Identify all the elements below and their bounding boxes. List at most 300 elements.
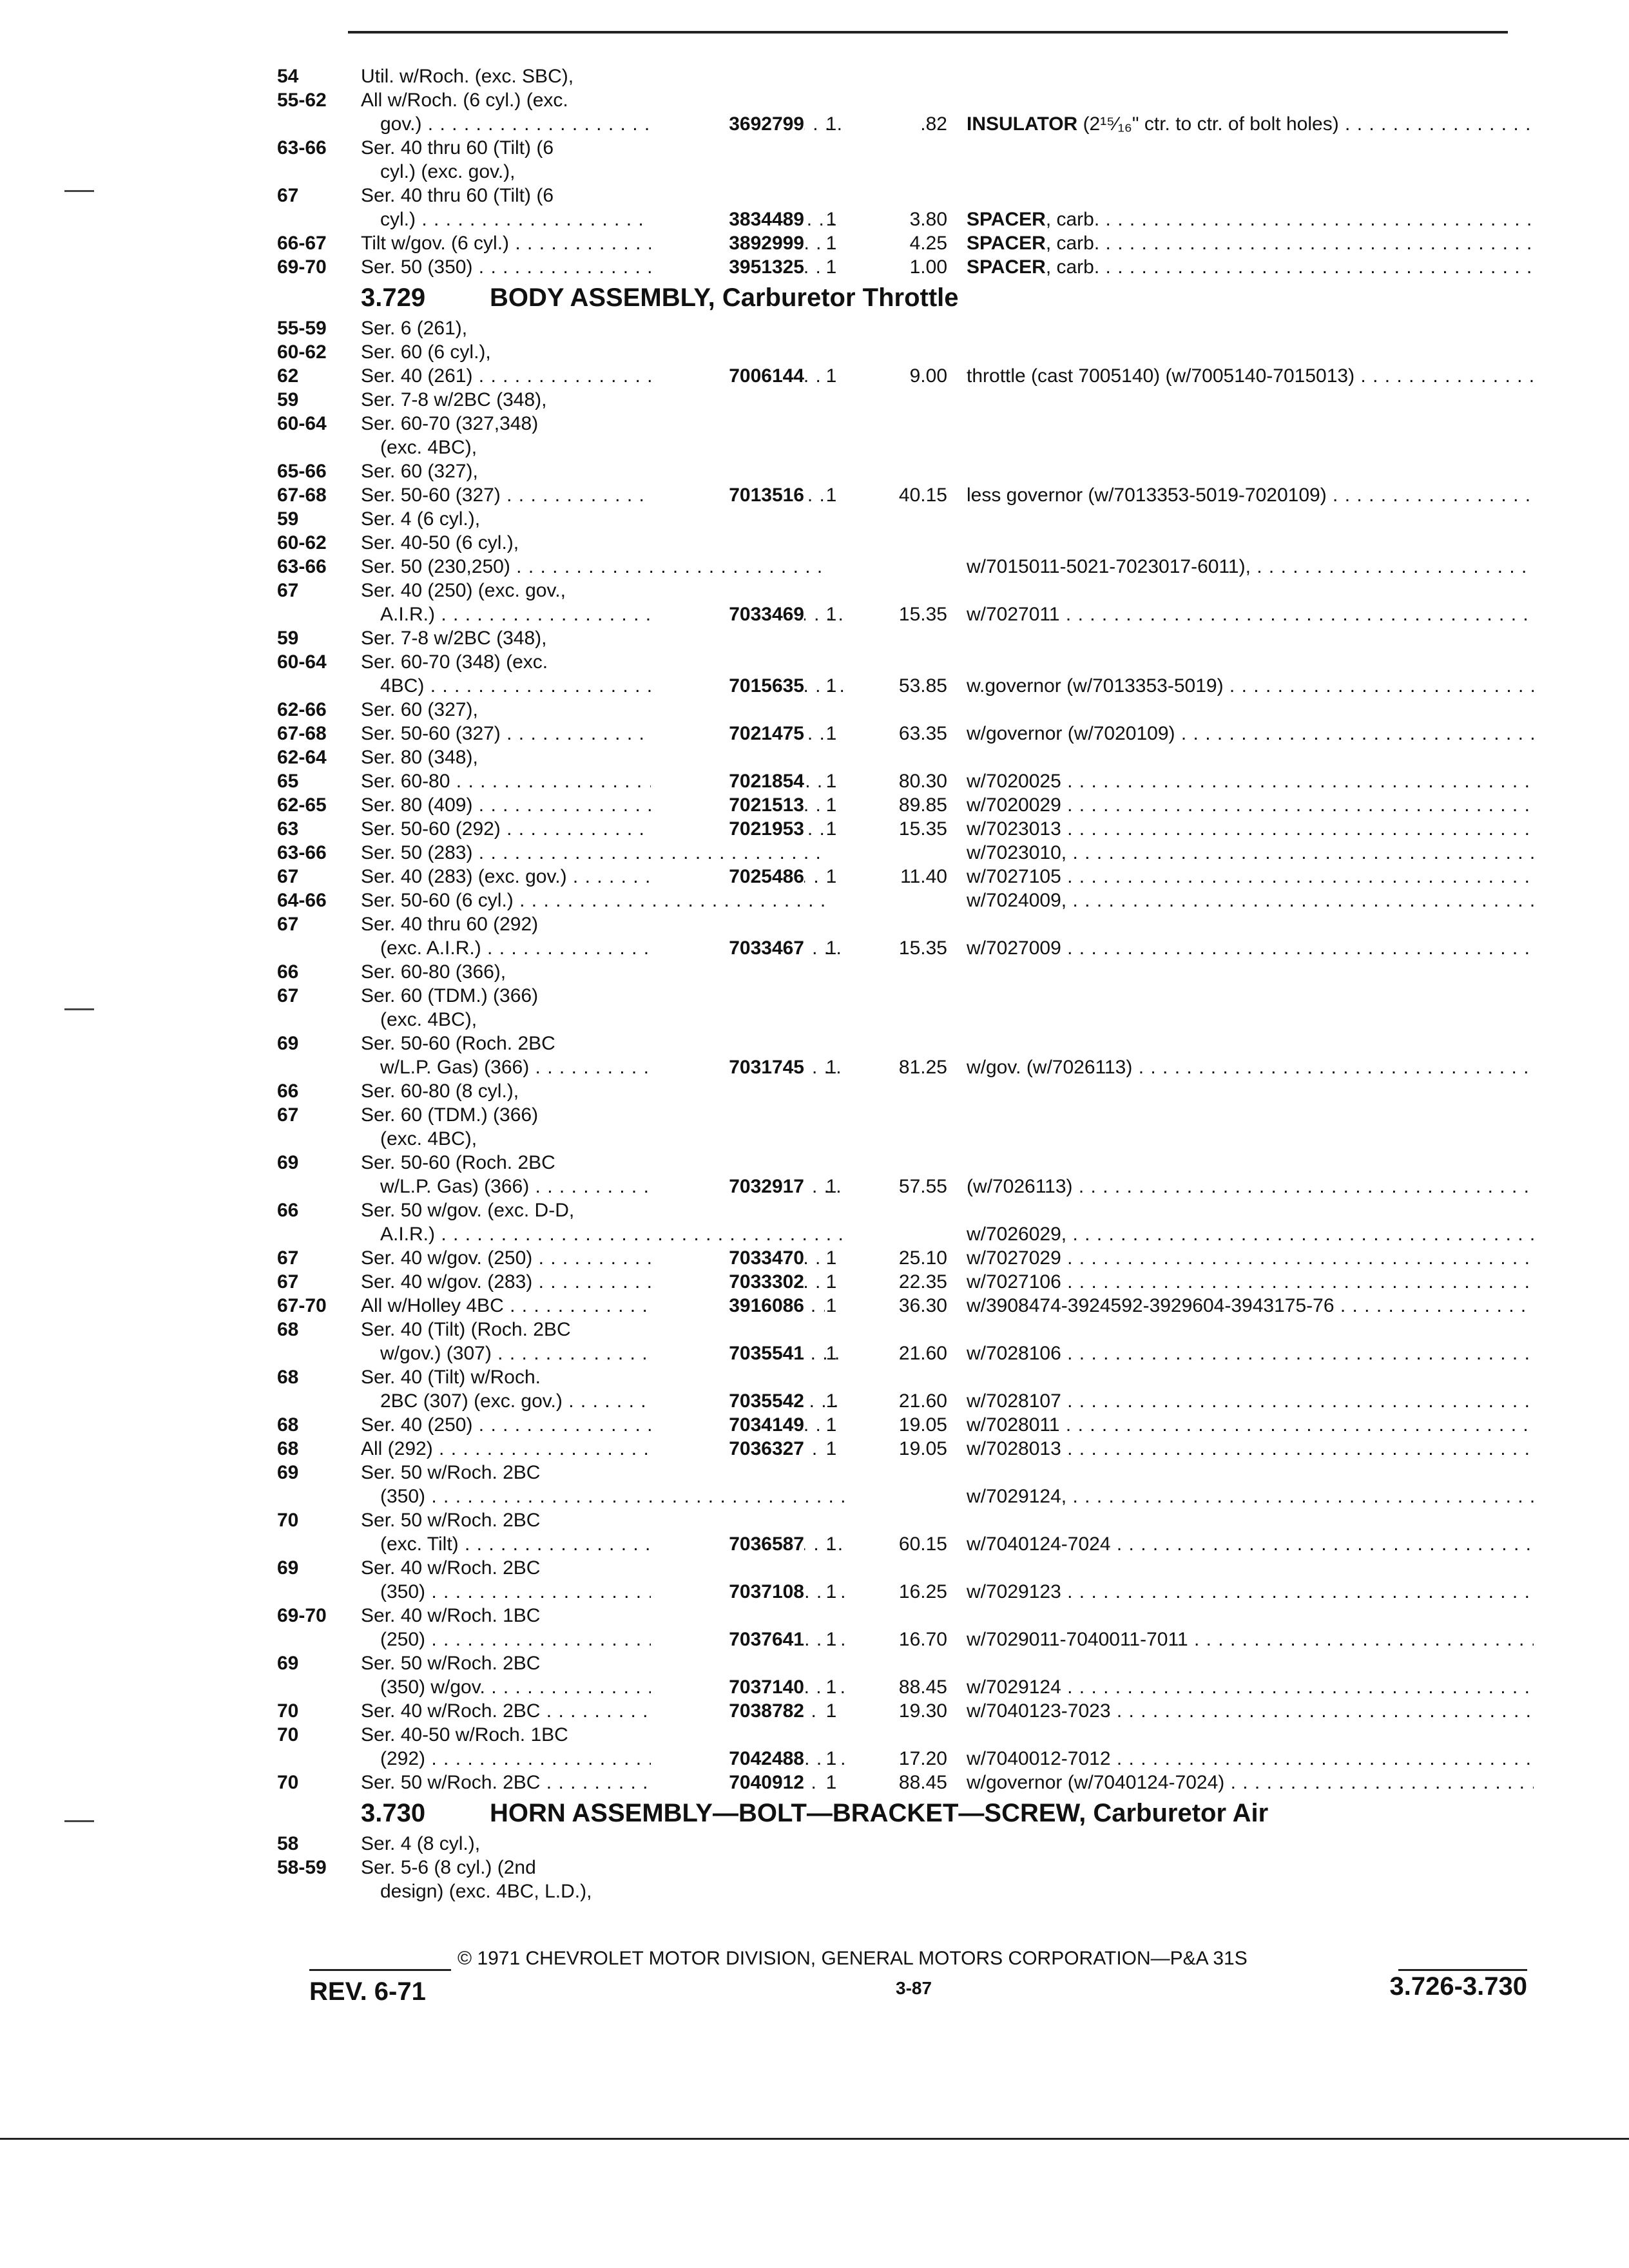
application: Ser. 40 thru 60 (Tilt) (6: [361, 137, 554, 159]
application: Ser. 50 w/Roch. 2BC: [361, 1653, 541, 1674]
application: All w/Holley 4BC . . .: [361, 1294, 825, 1318]
catalog-row: [277, 1270, 1534, 1294]
description: w/7029011-7040011-7011 . . .: [967, 1628, 1534, 1651]
application: (exc. 4BC),: [380, 1009, 477, 1030]
part-number: 7035541: [651, 1341, 804, 1365]
section-heading: [277, 279, 1534, 316]
catalog-row: [277, 793, 1534, 817]
application: Ser. 40 w/Roch. 1BC: [361, 1605, 541, 1626]
application: w/L.P. Gas) (366) . . .: [380, 1055, 844, 1079]
application: Ser. 60 (6 cyl.),: [361, 341, 491, 363]
catalog-row: [277, 1508, 1534, 1532]
price: 11.40: [900, 866, 947, 887]
application: Ser. 60 (327),: [361, 461, 478, 482]
model-years: 69: [277, 1152, 299, 1173]
catalog-row: [277, 769, 1534, 793]
part-number: 7033302: [651, 1270, 804, 1294]
application: Ser. 60 (TDM.) (366): [361, 1104, 539, 1126]
application: A.I.R.) . . .: [380, 602, 844, 626]
application: Ser. 40 (261) . . .: [361, 364, 825, 388]
model-years: 63: [277, 818, 299, 840]
catalog-row: [277, 1198, 1534, 1222]
catalog-row: [277, 1651, 1534, 1675]
application: gov.) . . .: [380, 112, 844, 136]
catalog-row: [277, 1318, 1534, 1341]
model-years: 62-64: [277, 747, 327, 768]
model-years: 62: [277, 365, 299, 387]
catalog-row: [277, 88, 1534, 112]
application: Ser. 60 (TDM.) (366): [361, 985, 539, 1006]
quantity: 1: [825, 723, 837, 744]
application: Ser. 40 (250) . . .: [361, 1413, 825, 1437]
model-years: 60-62: [277, 341, 327, 363]
catalog-row: [277, 984, 1534, 1008]
quantity: 1: [825, 1176, 837, 1197]
catalog-row: [277, 912, 1534, 936]
model-years: 67-68: [277, 723, 327, 744]
application: Ser. 6 (261),: [361, 318, 468, 339]
model-years: 66: [277, 1200, 299, 1221]
model-years: 60-62: [277, 532, 327, 553]
model-years: 65: [277, 771, 299, 792]
catalog-row: [277, 602, 1534, 626]
catalog-row: [277, 1604, 1534, 1628]
application: design) (exc. 4BC, L.D.),: [380, 1881, 592, 1902]
part-number: 3892999: [651, 231, 804, 255]
catalog-row: [277, 1294, 1534, 1318]
catalog-row: [277, 112, 1534, 136]
model-years: 63-66: [277, 556, 327, 577]
description-name: SPACER: [967, 209, 1046, 230]
model-years: 70: [277, 1700, 299, 1722]
description: w/7029124 . . .: [967, 1675, 1534, 1699]
model-years: 67-68: [277, 485, 327, 506]
description: w/7027011 . . .: [967, 602, 1534, 626]
model-years: 55-59: [277, 318, 327, 339]
description: (w/7026113) . . .: [967, 1175, 1534, 1198]
application: 2BC (307) (exc. gov.) . . .: [380, 1389, 844, 1413]
model-years: 60-64: [277, 651, 327, 673]
model-years: 62-66: [277, 699, 327, 720]
price: 21.60: [898, 1343, 947, 1364]
application: Ser. 50-60 (327) . . .: [361, 483, 825, 507]
catalog-row: [277, 507, 1534, 531]
catalog-row: [277, 1723, 1534, 1747]
price: 88.45: [898, 1772, 947, 1793]
application: Ser. 60-70 (327,348): [361, 413, 539, 434]
quantity: 1: [825, 233, 837, 254]
catalog-row: [277, 160, 1534, 184]
description: w/7023013 . . .: [967, 817, 1534, 841]
part-number: 7021513: [651, 793, 804, 817]
application: Ser. 60 (327),: [361, 699, 478, 720]
price: 1.00: [909, 256, 947, 278]
catalog-row: [277, 531, 1534, 555]
description: w/7028013 . . .: [967, 1437, 1534, 1461]
price: 22.35: [898, 1271, 947, 1293]
description: w/7020029 . . .: [967, 793, 1534, 817]
catalog-row: [277, 1856, 1534, 1879]
model-years: 54: [277, 66, 299, 87]
application: Ser. 5-6 (8 cyl.) (2nd: [361, 1857, 536, 1878]
application: Ser. 50-60 (Roch. 2BC: [361, 1033, 555, 1054]
part-number: 7025486: [651, 865, 804, 889]
application: Ser. 40 thru 60 (292): [361, 914, 539, 935]
application: Ser. 40 w/gov. (283) . . .: [361, 1270, 825, 1294]
application: Ser. 50 (350) . . .: [361, 255, 825, 279]
price: 40.15: [898, 485, 947, 506]
description: [967, 231, 1534, 255]
catalog-row: [277, 1413, 1534, 1437]
catalog-row: [277, 207, 1534, 231]
price: 3.80: [909, 209, 947, 230]
quantity: 1: [825, 937, 837, 959]
application: Ser. 40 w/gov. (250) . . .: [361, 1246, 825, 1270]
application: Ser. 50 w/gov. (exc. D-D,: [361, 1200, 575, 1221]
description: [967, 207, 1534, 231]
application: cyl.) (exc. gov.),: [380, 161, 516, 182]
catalog-row: [277, 555, 1534, 579]
catalog-row: [277, 745, 1534, 769]
application: Ser. 50-60 (Roch. 2BC: [361, 1152, 555, 1173]
application: Ser. 50 (283) . . .: [361, 841, 825, 865]
margin-mark: [64, 190, 94, 192]
application: Ser. 40 (250) (exc. gov.,: [361, 580, 566, 601]
catalog-row: [277, 1461, 1534, 1485]
price: 80.30: [898, 771, 947, 792]
catalog-row: [277, 841, 1534, 865]
catalog-row: [277, 1365, 1534, 1389]
section-range: 3.726-3.730: [1389, 1972, 1527, 2001]
description-detail: (2¹⁵⁄₁₆" ctr. to ctr. of bolt holes): [1077, 113, 1339, 135]
catalog-row: [277, 722, 1534, 745]
application: Ser. 80 (409) . . .: [361, 793, 825, 817]
quantity: 1: [825, 113, 837, 135]
application: Ser. 50 w/Roch. 2BC: [361, 1462, 541, 1483]
part-number: 3834489: [651, 207, 804, 231]
catalog-row: [277, 1151, 1534, 1175]
catalog-row: [277, 1032, 1534, 1055]
application: (250) . . .: [380, 1628, 844, 1651]
model-years: 69: [277, 1462, 299, 1483]
price: 15.35: [898, 818, 947, 840]
catalog-row: [277, 1747, 1534, 1771]
catalog-row: [277, 136, 1534, 160]
model-years: 67: [277, 985, 299, 1006]
description: w/7026029, . . .: [967, 1222, 1534, 1246]
price: 16.70: [898, 1629, 947, 1650]
part-number: 7033467: [651, 936, 804, 960]
quantity: 1: [825, 1772, 837, 1793]
price: 81.25: [898, 1057, 947, 1078]
quantity: 1: [825, 1390, 837, 1412]
quantity: 1: [825, 1343, 837, 1364]
description: w/7023010, . . .: [967, 841, 1534, 865]
description-name: INSULATOR: [967, 113, 1078, 135]
description: w/7028011 . . .: [967, 1413, 1534, 1437]
application: (350) . . .: [380, 1580, 844, 1604]
part-number: 7006144: [651, 364, 804, 388]
part-number: 7037108: [651, 1580, 804, 1604]
price: 4.25: [909, 233, 947, 254]
section-title: BODY ASSEMBLY, Carburetor Throttle: [490, 284, 959, 312]
application: Ser. 40 thru 60 (Tilt) (6: [361, 185, 554, 206]
catalog-row: [277, 1675, 1534, 1699]
catalog-row: [277, 817, 1534, 841]
catalog-row: [277, 1246, 1534, 1270]
description: w/7027009 . . .: [967, 936, 1534, 960]
catalog-row: [277, 184, 1534, 207]
catalog-row: [277, 1556, 1534, 1580]
quantity: 1: [825, 604, 837, 625]
description: w/7040124-7024 . . .: [967, 1532, 1534, 1556]
part-number: 7015635: [651, 674, 804, 698]
catalog-row: [277, 674, 1534, 698]
quantity: 1: [825, 818, 837, 840]
application: Util. w/Roch. (exc. SBC),: [361, 66, 574, 87]
description: w/7027105 . . .: [967, 865, 1534, 889]
application: cyl.) . . .: [380, 207, 844, 231]
model-years: 66: [277, 1081, 299, 1102]
application: Ser. 40-50 (6 cyl.),: [361, 532, 519, 553]
description: w/7029123 . . .: [967, 1580, 1534, 1604]
quantity: 1: [825, 675, 837, 697]
model-years: 68: [277, 1414, 299, 1436]
quantity: 1: [825, 1271, 837, 1293]
application: Ser. 4 (8 cyl.),: [361, 1833, 481, 1854]
quantity: 1: [825, 1581, 837, 1602]
part-number: 7021475: [651, 722, 804, 745]
model-years: 60-64: [277, 413, 327, 434]
model-years: 67: [277, 185, 299, 206]
section-number: 3.729: [361, 284, 426, 312]
catalog-row: [277, 340, 1534, 364]
part-number: 7013516: [651, 483, 804, 507]
description-detail: , carb.: [1045, 256, 1100, 278]
catalog-row: [277, 698, 1534, 722]
application: Ser. 50 w/Roch. 2BC . . .: [361, 1771, 825, 1794]
catalog-row: [277, 1437, 1534, 1461]
application: All w/Roch. (6 cyl.) (exc.: [361, 90, 568, 111]
model-years: 70: [277, 1510, 299, 1531]
part-number: 7034149: [651, 1413, 804, 1437]
description: w/7024009, . . .: [967, 889, 1534, 912]
application: Ser. 50-60 (6 cyl.) . . .: [361, 889, 825, 912]
part-number: 7035542: [651, 1389, 804, 1413]
model-years: 68: [277, 1438, 299, 1459]
application: Ser. 4 (6 cyl.),: [361, 508, 481, 530]
catalog-row: [277, 1628, 1534, 1651]
description: w/7027106 . . .: [967, 1270, 1534, 1294]
quantity: 1: [825, 1533, 837, 1555]
application: Ser. 40 (Tilt) w/Roch.: [361, 1367, 541, 1388]
application: Ser. 60-80 . . .: [361, 769, 825, 793]
model-years: 67: [277, 866, 299, 887]
part-number: 7032917: [651, 1175, 804, 1198]
application: Ser. 50 w/Roch. 2BC: [361, 1510, 541, 1531]
catalog-row: [277, 650, 1534, 674]
quantity: 1: [825, 771, 837, 792]
application: Ser. 40 (Tilt) (Roch. 2BC: [361, 1319, 571, 1340]
price: 19.30: [898, 1700, 947, 1722]
quantity: 1: [825, 1414, 837, 1436]
description: w/3908474-3924592-3929604-3943175-76 . . .: [967, 1294, 1534, 1318]
application: (exc. A.I.R.) . . .: [380, 936, 844, 960]
model-years: 64-66: [277, 890, 327, 911]
catalog-row: [277, 1699, 1534, 1723]
catalog-row: [277, 1832, 1534, 1856]
quantity: 1: [825, 1295, 837, 1316]
model-years: 58: [277, 1833, 299, 1854]
catalog-row: [277, 388, 1534, 412]
catalog-row: [277, 1485, 1534, 1508]
catalog-row: [277, 483, 1534, 507]
part-number: 3692799: [651, 112, 804, 136]
price: 21.60: [898, 1390, 947, 1412]
price: 16.25: [898, 1581, 947, 1602]
part-number: 7036327: [651, 1437, 804, 1461]
catalog-row: [277, 936, 1534, 960]
part-number: 7040912: [651, 1771, 804, 1794]
catalog-row: [277, 412, 1534, 436]
price: 25.10: [898, 1247, 947, 1269]
catalog-row: [277, 1879, 1534, 1903]
model-years: 67-70: [277, 1295, 327, 1316]
copyright-notice: © 1971 CHEVROLET MOTOR DIVISION, GENERAL MOTORS CORPORATION—P&A 31S: [458, 1948, 1248, 1969]
catalog-row: [277, 255, 1534, 279]
model-years: 67: [277, 914, 299, 935]
price: .82: [920, 113, 947, 135]
part-number: 7021953: [651, 817, 804, 841]
description: w/7015011-5021-7023017-6011), . . .: [967, 555, 1534, 579]
description: throttle (cast 7005140) (w/7005140-7015013) . . .: [967, 364, 1534, 388]
part-number: 3916086: [651, 1294, 804, 1318]
application: Ser. 7-8 w/2BC (348),: [361, 389, 547, 410]
catalog-row: [277, 436, 1534, 459]
description: w/governor (w/7020109) . . .: [967, 722, 1534, 745]
application: Ser. 80 (348),: [361, 747, 478, 768]
footer-rule-left: [309, 1969, 451, 1971]
model-years: 58-59: [277, 1857, 327, 1878]
price: 15.35: [898, 937, 947, 959]
model-years: 67: [277, 1104, 299, 1126]
model-years: 59: [277, 508, 299, 530]
model-years: 62-65: [277, 794, 327, 816]
application: Ser. 60-80 (366),: [361, 961, 506, 983]
page-number: 3-87: [896, 1978, 932, 1998]
page-footer: [309, 1946, 1527, 2023]
description: w/7028107 . . .: [967, 1389, 1534, 1413]
price: 88.45: [898, 1677, 947, 1698]
model-years: 69-70: [277, 256, 327, 278]
price: 17.20: [898, 1748, 947, 1769]
part-number: 7037641: [651, 1628, 804, 1651]
application: A.I.R.) . . .: [380, 1222, 844, 1246]
catalog-row: [277, 626, 1534, 650]
description-name: SPACER: [967, 233, 1046, 254]
application: Ser. 40 (283) (exc. gov.) . . .: [361, 865, 825, 889]
price: 53.85: [898, 675, 947, 697]
model-years: 59: [277, 389, 299, 410]
model-years: 69: [277, 1033, 299, 1054]
quantity: 1: [825, 1700, 837, 1722]
section-number: 3.730: [361, 1799, 426, 1827]
catalog-row: [277, 1532, 1534, 1556]
top-rule: [348, 31, 1508, 34]
application: All (292) . . .: [361, 1437, 825, 1461]
catalog-row: [277, 459, 1534, 483]
description: w/7040123-7023 . . .: [967, 1699, 1534, 1723]
price: 89.85: [898, 794, 947, 816]
model-years: 70: [277, 1724, 299, 1745]
application: Tilt w/gov. (6 cyl.) . . .: [361, 231, 825, 255]
part-number: 3951325: [651, 255, 804, 279]
price: 36.30: [898, 1295, 947, 1316]
catalog-row: [277, 865, 1534, 889]
quantity: 1: [825, 1629, 837, 1650]
catalog-row: [277, 1055, 1534, 1079]
description: less governor (w/7013353-5019-7020109) . . .: [967, 483, 1534, 507]
model-years: 67: [277, 580, 299, 601]
description: w/7029124, . . .: [967, 1485, 1534, 1508]
margin-mark: [64, 1820, 94, 1822]
application: Ser. 40 w/Roch. 2BC: [361, 1557, 541, 1579]
part-number: 7033469: [651, 602, 804, 626]
application: (292) . . .: [380, 1747, 844, 1771]
parts-catalog-list: [277, 64, 1534, 1903]
description: w/7040012-7012 . . .: [967, 1747, 1534, 1771]
description: w/7028106 . . .: [967, 1341, 1534, 1365]
catalog-row: [277, 64, 1534, 88]
catalog-row: [277, 1103, 1534, 1127]
model-years: 63-66: [277, 137, 327, 159]
application: (exc. Tilt) . . .: [380, 1532, 844, 1556]
model-years: 70: [277, 1772, 299, 1793]
section-title: HORN ASSEMBLY—BOLT—BRACKET—SCREW, Carburetor Air: [490, 1799, 1269, 1827]
quantity: 1: [825, 256, 837, 278]
part-number: 7037140: [651, 1675, 804, 1699]
quantity: 1: [825, 794, 837, 816]
application: Ser. 40-50 w/Roch. 1BC: [361, 1724, 568, 1745]
revision-label: REV. 6-71: [309, 1977, 426, 2006]
catalog-row: [277, 1175, 1534, 1198]
catalog-row: [277, 1389, 1534, 1413]
catalog-row: [277, 1079, 1534, 1103]
part-number: 7036587: [651, 1532, 804, 1556]
price: 15.35: [898, 604, 947, 625]
application: w/gov.) (307) . . .: [380, 1341, 844, 1365]
application: Ser. 60-70 (348) (exc.: [361, 651, 548, 673]
model-years: 59: [277, 628, 299, 649]
price: 9.00: [909, 365, 947, 387]
model-years: 69-70: [277, 1605, 327, 1626]
application: (350) w/gov. . . .: [380, 1675, 844, 1699]
quantity: 1: [825, 1247, 837, 1269]
catalog-row: [277, 1341, 1534, 1365]
catalog-row: [277, 1580, 1534, 1604]
application: Ser. 7-8 w/2BC (348),: [361, 628, 547, 649]
margin-mark: [64, 1008, 94, 1010]
description-detail: , carb.: [1045, 209, 1100, 230]
description: w/gov. (w/7026113) . . .: [967, 1055, 1534, 1079]
quantity: 1: [825, 866, 837, 887]
catalog-row: [277, 1127, 1534, 1151]
application: Ser. 50-60 (292) . . .: [361, 817, 825, 841]
application: Ser. 50-60 (327) . . .: [361, 722, 825, 745]
part-number: 7021854: [651, 769, 804, 793]
quantity: 1: [825, 365, 837, 387]
part-number: 7038782: [651, 1699, 804, 1723]
